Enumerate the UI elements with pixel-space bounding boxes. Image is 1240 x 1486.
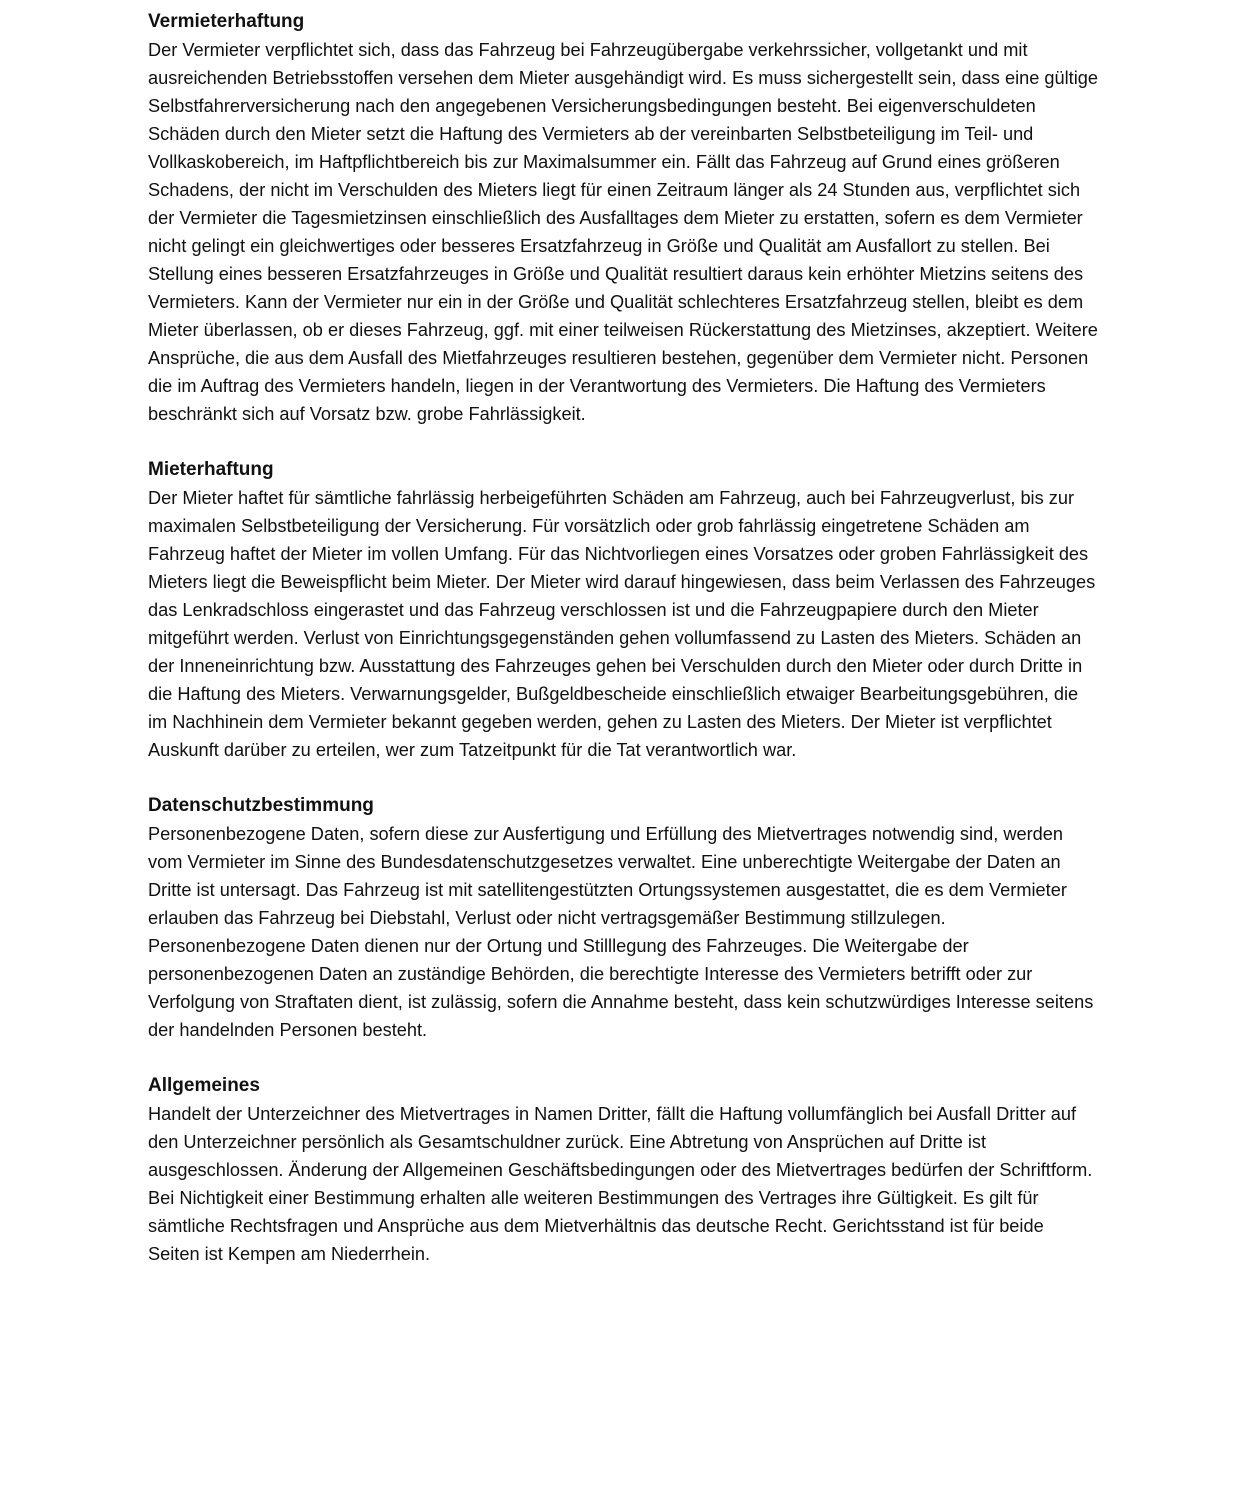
section-datenschutzbestimmung xyxy=(148,792,1098,1044)
section-heading: Vermieterhaftung xyxy=(148,11,305,32)
document-page xyxy=(148,8,1098,1296)
section-body: Personenbezogene Daten, sofern diese zur Ausfertigung und Erfüllung des Mietvertrages notwendig sind, werden vom Vermieter im Sinne des Bundesdatenschutzgesetzes verwaltet. Eine unberechtigte Weitergabe der Daten an Dritte ist untersagt. Das Fahrzeug ist mit satellitengestützten Ortungssystemen ausgestattet, die es dem Vermieter erlauben das Fahrzeug bei Diebstahl, Verlust oder nicht vertragsgemäßer Bestimmung stillzulegen. Personenbezogene Daten dienen nur der Ortung und Stilllegung des Fahrzeuges. Die Weitergabe der personenbezogenen Daten an zuständige Behörden, die berechtigte Interesse des Vermieters betrifft oder zur Verfolgung von Straftaten dient, ist zulässig, sofern die Annahme besteht, dass kein schutzwürdiges Interesse seitens der handelnden Personen besteht. xyxy=(148,824,1094,1040)
section-heading: Allgemeines xyxy=(148,1075,260,1096)
section-allgemeines xyxy=(148,1072,1098,1268)
section-body: Handelt der Unterzeichner des Mietvertrages in Namen Dritter, fällt die Haftung vollumfänglich bei Ausfall Dritter auf den Unterzeichner persönlich als Gesamtschuldner zurück. Eine Abtretung von Ansprüchen auf Dritte ist ausgeschlossen. Änderung der Allgemeinen Geschäftsbedingungen oder des Mietvertrages bedürfen der Schriftform. Bei Nichtigkeit einer Bestimmung erhalten alle weiteren Bestimmungen des Vertrages ihre Gültigkeit. Es gilt für sämtliche Rechtsfragen und Ansprüche aus dem Mietverhältnis das deutsche Recht. Gerichtsstand ist für beide Seiten ist Kempen am Niederrhein. xyxy=(148,1104,1093,1264)
section-vermieterhaftung xyxy=(148,8,1098,428)
section-body: Der Vermieter verpflichtet sich, dass das Fahrzeug bei Fahrzeugübergabe verkehrssicher, vollgetankt und mit ausreichenden Betriebsstoffen versehen dem Mieter ausgehändigt wird. Es muss sichergestellt sein, dass eine gültige Selbstfahrerversicherung nach den angegebenen Versicherungsbedingungen besteht. Bei eigenverschuldeten Schäden durch den Mieter setzt die Haftung des Vermieters ab der vereinbarten Selbstbeteiligung im Teil- und Vollkaskobereich, im Haftpflichtbereich bis zur Maximalsummer ein. Fällt das Fahrzeug auf Grund eines größeren Schadens, der nicht im Verschulden des Mieters liegt für einen Zeitraum länger als 24 Stunden aus, verpflichtet sich der Vermieter die Tagesmietzinsen einschließlich des Ausfalltages dem Mieter zu erstatten, sofern es dem Vermieter nicht gelingt ein gleichwertiges oder besseres Ersatzfahrzeug in Größe und Qualität am Ausfallort zu stellen. Bei Stellung eines besseren Ersatzfahrzeuges in Größe und Qualität resultiert daraus kein erhöhter Mietzins seitens des Vermieters. Kann der Vermieter nur ein in der Größe und Qualität schlechteres Ersatzfahrzeug stellen, bleibt es dem Mieter überlassen, ob er dieses Fahrzeug, ggf. mit einer teilweisen Rückerstattung des Mietzinses, akzeptiert. Weitere Ansprüche, die aus dem Ausfall des Mietfahrzeuges resultieren bestehen, gegenüber dem Vermieter nicht. Personen die im Auftrag des Vermieters handeln, liegen in der Verantwortung des Vermieters. Die Haftung des Vermieters beschränkt sich auf Vorsatz bzw. grobe Fahrlässigkeit. xyxy=(148,40,1098,424)
section-heading: Mieterhaftung xyxy=(148,459,274,480)
section-body: Der Mieter haftet für sämtliche fahrlässig herbeigeführten Schäden am Fahrzeug, auch bei Fahrzeugverlust, bis zur maximalen Selbstbeteiligung der Versicherung. Für vorsätzlich oder grob fahrlässig eingetretene Schäden am Fahrzeug haftet der Mieter im vollen Umfang. Für das Nichtvorliegen eines Vorsatzes oder groben Fahrlässigkeit des Mieters liegt die Beweispflicht beim Mieter. Der Mieter wird darauf hingewiesen, dass beim Verlassen des Fahrzeuges das Lenkradschloss eingerastet und das Fahrzeug verschlossen ist und die Fahrzeugpapiere durch den Mieter mitgeführt werden. Verlust von Einrichtungsgegenständen gehen vollumfassend zu Lasten des Mieters. Schäden an der Inneneinrichtung bzw. Ausstattung des Fahrzeuges gehen bei Verschulden durch den Mieter oder durch Dritte in die Haftung des Mieters. Verwarnungsgelder, Bußgeldbescheide einschließlich etwaiger Bearbeitungsgebühren, die im Nachhinein dem Vermieter bekannt gegeben werden, gehen zu Lasten des Mieters. Der Mieter ist verpflichtet Auskunft darüber zu erteilen, wer zum Tatzeitpunkt für die Tat verantwortlich war. xyxy=(148,488,1096,760)
section-mieterhaftung xyxy=(148,456,1098,764)
section-heading: Datenschutzbestimmung xyxy=(148,795,374,816)
